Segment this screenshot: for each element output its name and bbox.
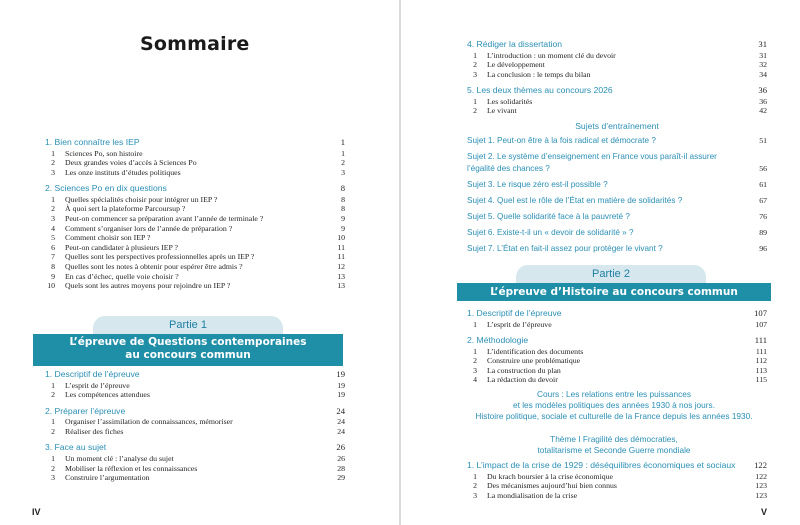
sujet-page: 76	[759, 211, 767, 221]
item-title: Comment choisir son IEP ?	[65, 233, 151, 243]
sujet-entry	[467, 227, 767, 239]
item-number: 1	[473, 346, 477, 356]
item-number: 3	[51, 167, 55, 177]
item-title: L’esprit de l’épreuve	[65, 380, 130, 390]
item-number: 3	[51, 473, 55, 483]
item-page: 31	[759, 50, 767, 60]
item-page: 111	[755, 346, 767, 356]
sujet-line: Sujet 5. Quelle solidarité face à la pauvreté ?	[467, 211, 630, 221]
toc-item	[45, 214, 345, 223]
section-title: 1. Descriptif de l’épreuve	[45, 369, 140, 379]
item-number: 2	[473, 356, 477, 366]
sujet-entry	[467, 135, 767, 147]
item-number: 7	[51, 252, 55, 262]
sujet-page: 61	[759, 179, 767, 189]
sujet-line: Sujet 2. Le système d’enseignement en France vous paraît-il assurer	[467, 152, 717, 162]
item-page: 13	[337, 281, 345, 291]
item-title: Sciences Po, son histoire	[65, 148, 143, 158]
theme-heading-line-1: Thème I Fragilité des démocraties,	[550, 434, 678, 444]
toc-item	[45, 168, 345, 177]
section-title: 1. Bien connaître les IEP	[45, 137, 140, 147]
item-title: Organiser l’assimilation de connaissances, mémoriser	[65, 417, 233, 427]
partie-2-tab: Partie 2	[516, 265, 706, 283]
toc-item	[467, 347, 767, 356]
item-page: 32	[759, 60, 767, 70]
item-page: 26	[337, 453, 345, 463]
item-number: 1	[51, 453, 55, 463]
sujet-page: 96	[759, 244, 767, 254]
item-number: 5	[51, 233, 55, 243]
item-number: 2	[51, 390, 55, 400]
item-number: 4	[51, 223, 55, 233]
item-page: 13	[337, 271, 345, 281]
item-title: Peut-on candidater à plusieurs IEP ?	[65, 242, 178, 252]
item-number: 1	[51, 148, 55, 158]
item-title: Quelles spécialités choisir pour intégrer un IEP ?	[65, 194, 218, 204]
partie-2-banner-line-1: L’épreuve d’Histoire au concours commun	[490, 286, 738, 298]
item-number: 3	[51, 214, 55, 223]
item-title: La mondialisation de la crise	[487, 490, 578, 500]
item-number: 2	[51, 426, 55, 436]
toc-item	[45, 158, 345, 167]
section-heading	[467, 335, 767, 346]
section-page: 24	[336, 405, 345, 416]
item-title: Comment s’organiser lors de l’année de préparation ?	[65, 223, 233, 233]
item-page: 10	[337, 233, 345, 243]
partie-1-banner	[33, 334, 343, 366]
section-title: 2. Méthodologie	[467, 335, 529, 346]
sujet-line: Sujet 3. Le risque zéro est-il possible ?	[467, 179, 608, 189]
item-number: 3	[473, 69, 477, 79]
item-title: Peut-on commencer sa préparation avant l’année de terminale ?	[65, 214, 264, 223]
toc-item	[45, 224, 345, 233]
item-page: 112	[755, 356, 767, 366]
item-title: L’identification des documents	[487, 346, 584, 356]
item-title: Un moment clé : l’analyse du sujet	[65, 453, 174, 463]
toc-item	[45, 473, 345, 482]
toc-item	[467, 481, 767, 490]
item-title: Du krach boursier à la crise économique	[487, 471, 613, 481]
left-page	[0, 0, 399, 525]
section-heading	[467, 39, 767, 50]
toc-item	[467, 472, 767, 481]
item-title: Mobiliser la réflexion et les connaissances	[65, 463, 198, 473]
sujet-entry	[467, 179, 767, 191]
section-heading	[467, 460, 767, 471]
item-page: 113	[755, 365, 767, 375]
section-heading	[467, 308, 767, 319]
item-title: Les compétences attendues	[65, 390, 150, 400]
item-number: 2	[473, 106, 477, 116]
toc-item	[467, 60, 767, 69]
item-page: 11	[337, 252, 345, 262]
item-number: 1	[51, 417, 55, 427]
item-number: 1	[51, 380, 55, 390]
sujet-line: Sujet 4. Quel est le rôle de l’État en matière de solidarités ?	[467, 195, 683, 205]
item-page: 1	[341, 148, 345, 158]
item-number: 2	[51, 204, 55, 214]
sujet-entry	[467, 243, 767, 255]
toc-item	[45, 390, 345, 399]
toc-item	[467, 356, 767, 365]
item-number: 6	[51, 242, 55, 252]
item-number: 1	[473, 96, 477, 106]
toc-item	[467, 375, 767, 384]
item-number: 2	[473, 481, 477, 491]
item-title: À quoi sert la plateforme Parcoursup ?	[65, 204, 186, 214]
section-title: 1. Descriptif de l’épreuve	[467, 308, 562, 318]
right-page	[401, 0, 800, 525]
toc-item	[467, 491, 767, 500]
item-number: 2	[473, 60, 477, 70]
item-title: Quelles sont les notes à obtenir pour espérer être admis ?	[65, 262, 243, 271]
item-page: 24	[337, 426, 345, 436]
toc-item	[45, 381, 345, 390]
item-title: Le développement	[487, 60, 545, 70]
item-page: 8	[341, 194, 345, 204]
item-title: La rédaction du devoir	[487, 375, 558, 385]
cours-heading-line-3: Histoire politique, sociale et culturelle de la France depuis les années 1930.	[475, 411, 753, 421]
item-page: 123	[755, 481, 767, 491]
item-number: 4	[473, 375, 477, 385]
item-page: 28	[337, 463, 345, 473]
item-page: 19	[337, 390, 345, 400]
item-page: 2	[341, 158, 345, 168]
cours-heading-line-2: et les modèles politiques des années 1930 à nos jours.	[512, 400, 716, 410]
item-page: 34	[759, 69, 767, 79]
section-page: 26	[336, 442, 345, 453]
item-page: 8	[341, 204, 345, 214]
toc-item	[467, 106, 767, 115]
folio-left: IV	[32, 507, 41, 517]
sujet-page: 51	[759, 136, 767, 145]
section-title: 2. Préparer l’épreuve	[45, 405, 126, 416]
sujet-page: 67	[759, 195, 767, 205]
section-title: 1. L’impact de la crise de 1929 : déséquilibres économiques et sociaux	[467, 460, 736, 470]
item-number: 1	[473, 471, 477, 481]
partie-1-banner-line-1: L’épreuve de Questions contemporaines	[69, 336, 307, 348]
section-page: 107	[754, 308, 767, 318]
item-page: 12	[337, 262, 345, 271]
item-number: 9	[51, 271, 55, 281]
toc-item	[45, 427, 345, 436]
folio-right: V	[761, 507, 768, 517]
item-page: 29	[337, 473, 345, 483]
item-page: 24	[337, 417, 345, 427]
item-title: Quels sont les autres moyens pour rejoindre un IEP ?	[65, 281, 231, 291]
sujet-line: Sujet 6. Existe-t-il un « devoir de solidarité » ?	[467, 228, 634, 237]
partie-2-banner	[457, 283, 771, 301]
item-page: 19	[337, 380, 345, 390]
toc-item	[45, 464, 345, 473]
section-heading	[45, 137, 345, 148]
toc-item	[467, 366, 767, 375]
toc-item	[45, 281, 345, 290]
item-title: L’introduction : un moment clé du devoir	[487, 50, 616, 60]
item-number: 3	[473, 490, 477, 500]
sujet-entry	[467, 151, 767, 174]
section-page: 31	[758, 39, 767, 49]
section-title: 4. Rédiger la dissertation	[467, 39, 563, 49]
section-heading	[467, 85, 767, 96]
section-heading	[45, 442, 345, 453]
toc-item	[467, 70, 767, 79]
item-title: Construire une problématique	[487, 356, 581, 366]
section-page: 8	[340, 183, 345, 194]
item-page: 11	[337, 242, 345, 252]
item-title: Construire l’argumentation	[65, 473, 150, 483]
item-page: 115	[755, 375, 767, 385]
item-page: 9	[341, 214, 345, 223]
item-page: 107	[755, 319, 767, 329]
item-page: 9	[341, 223, 345, 233]
partie-1-tab: Partie 1	[93, 316, 283, 334]
item-page: 122	[755, 471, 767, 481]
item-title: En cas d’échec, quelle voie choisir ?	[65, 271, 179, 281]
section-page: 36	[758, 85, 767, 96]
toc-item	[45, 204, 345, 213]
item-number: 8	[51, 262, 55, 271]
section-heading	[45, 183, 345, 194]
item-number: 2	[51, 158, 55, 168]
partie-1-banner-line-2: au concours commun	[125, 349, 251, 361]
item-title: Des mécanismes aujourd’hui bien connus	[487, 481, 617, 491]
section-title: 5. Les deux thèmes au concours 2026	[467, 85, 613, 96]
sujet-page: 56	[759, 163, 767, 173]
toc-item	[467, 51, 767, 60]
sujet-line: Sujet 1. Peut-on être à la fois radical et démocrate ?	[467, 136, 656, 145]
item-number: 1	[473, 50, 477, 60]
sujet-entry	[467, 211, 767, 223]
sujets-heading: Sujets d’entraînement	[575, 121, 659, 131]
item-title: La conclusion : le temps du bilan	[487, 69, 591, 79]
cours-heading	[457, 389, 771, 422]
section-page: 19	[336, 369, 345, 379]
section-heading	[45, 369, 345, 380]
item-title: Le vivant	[487, 106, 517, 116]
sujet-line: l’égalité des chances ?	[467, 163, 550, 173]
sujet-line: Sujet 7. L’État en fait-il assez pour protéger le vivant ?	[467, 244, 663, 254]
toc-item	[45, 417, 345, 426]
item-page: 3	[341, 167, 345, 177]
section-title: 3. Face au sujet	[45, 442, 107, 453]
cours-heading-line-1: Cours : Les relations entre les puissances	[536, 389, 692, 399]
theme-heading-line-2: totalitarisme et Seconde Guerre mondiale	[537, 445, 691, 455]
item-title: L’esprit de l’épreuve	[487, 319, 552, 329]
section-heading	[45, 406, 345, 417]
toc-item	[45, 195, 345, 204]
item-title: Les onze instituts d’études politiques	[65, 167, 181, 177]
section-page: 1	[340, 137, 345, 147]
toc-item	[45, 149, 345, 158]
page-title: Sommaire	[140, 33, 250, 55]
item-number: 10	[47, 281, 55, 291]
toc-item	[45, 454, 345, 463]
item-number: 1	[473, 319, 477, 329]
toc-item	[45, 233, 345, 242]
theme-heading	[457, 434, 771, 456]
section-title: 2. Sciences Po en dix questions	[45, 183, 167, 194]
toc-item	[45, 262, 345, 271]
item-number: 1	[51, 194, 55, 204]
item-title: Les solidarités	[487, 96, 533, 106]
item-page: 42	[759, 106, 767, 116]
toc-item	[45, 243, 345, 252]
item-page: 36	[759, 96, 767, 106]
section-page: 122	[754, 460, 767, 470]
toc-item	[467, 97, 767, 106]
toc-item	[45, 272, 345, 281]
sujet-entry	[467, 195, 767, 207]
item-number: 2	[51, 463, 55, 473]
section-page: 111	[754, 335, 767, 346]
item-number: 3	[473, 365, 477, 375]
item-title: La construction du plan	[487, 365, 561, 375]
sujet-page: 89	[759, 228, 767, 237]
item-title: Réaliser des fiches	[65, 426, 124, 436]
item-page: 123	[755, 490, 767, 500]
item-title: Quelles sont les perspectives professionnelles après un IEP ?	[65, 252, 255, 262]
item-title: Deux grandes voies d’accès à Sciences Po	[65, 158, 197, 168]
toc-item	[45, 252, 345, 261]
toc-item	[467, 320, 767, 329]
